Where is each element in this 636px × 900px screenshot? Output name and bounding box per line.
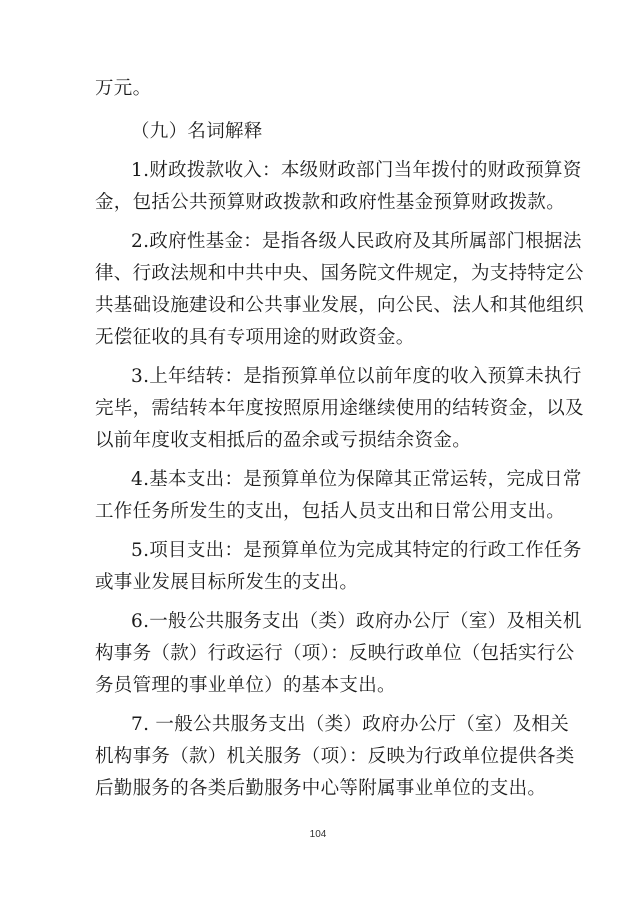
term-3-line: 3.上年结转：是指预算单位以前年度的收入预算未执行 — [131, 366, 582, 387]
term-3-line: 以前年度收支相抵后的盈余或亏损结余资金。 — [95, 430, 472, 451]
term-7-line: 7. 一般公共服务支出（类）政府办公厅（室）及相关 — [131, 714, 570, 735]
section-heading: （九）名词解释 — [131, 121, 263, 142]
term-6-line: 6.一般公共服务支出（类）政府办公厅（室）及相关机 — [131, 611, 582, 632]
term-6-line: 务员管理的事业单位）的基本支出。 — [95, 675, 396, 696]
term-5-line: 5.项目支出：是预算单位为完成其特定的行政工作任务 — [131, 540, 582, 561]
term-7-line: 后勤服务的各类后勤服务中心等附属事业单位的支出。 — [95, 778, 547, 799]
term-5-line: 或事业发展目标所发生的支出。 — [95, 572, 359, 593]
term-2-line: 律、行政法规和中共中央、国务院文件规定，为支持特定公 — [95, 263, 584, 284]
term-1-line: 1.财政拨款收入：本级财政部门当年拨付的财政预算资 — [131, 160, 582, 181]
term-4-line: 4.基本支出：是预算单位为保障其正常运转，完成日常 — [131, 469, 582, 490]
text-line: 万元。 — [95, 78, 152, 99]
term-7-line: 机构事务（款）机关服务（项）：反映为行政单位提供各类 — [95, 746, 575, 767]
term-1-line: 金，包括公共预算财政拨款和政府性基金预算财政拨款。 — [95, 192, 566, 213]
term-3-line: 完毕，需结转本年度按照原用途继续使用的结转资金，以及 — [95, 398, 584, 419]
term-2-line: 共基础设施建设和公共事业发展，向公民、法人和其他组织 — [95, 295, 584, 316]
term-2-line: 无偿征收的具有专项用途的财政资金。 — [95, 327, 415, 348]
term-2-line: 2.政府性基金：是指各级人民政府及其所属部门根据法 — [131, 231, 582, 252]
term-4-line: 工作任务所发生的支出，包括人员支出和日常公用支出。 — [95, 501, 566, 522]
term-6-line: 构事务（款）行政运行（项）：反映行政单位（包括实行公 — [95, 643, 575, 664]
page-number: 104 — [309, 829, 327, 840]
